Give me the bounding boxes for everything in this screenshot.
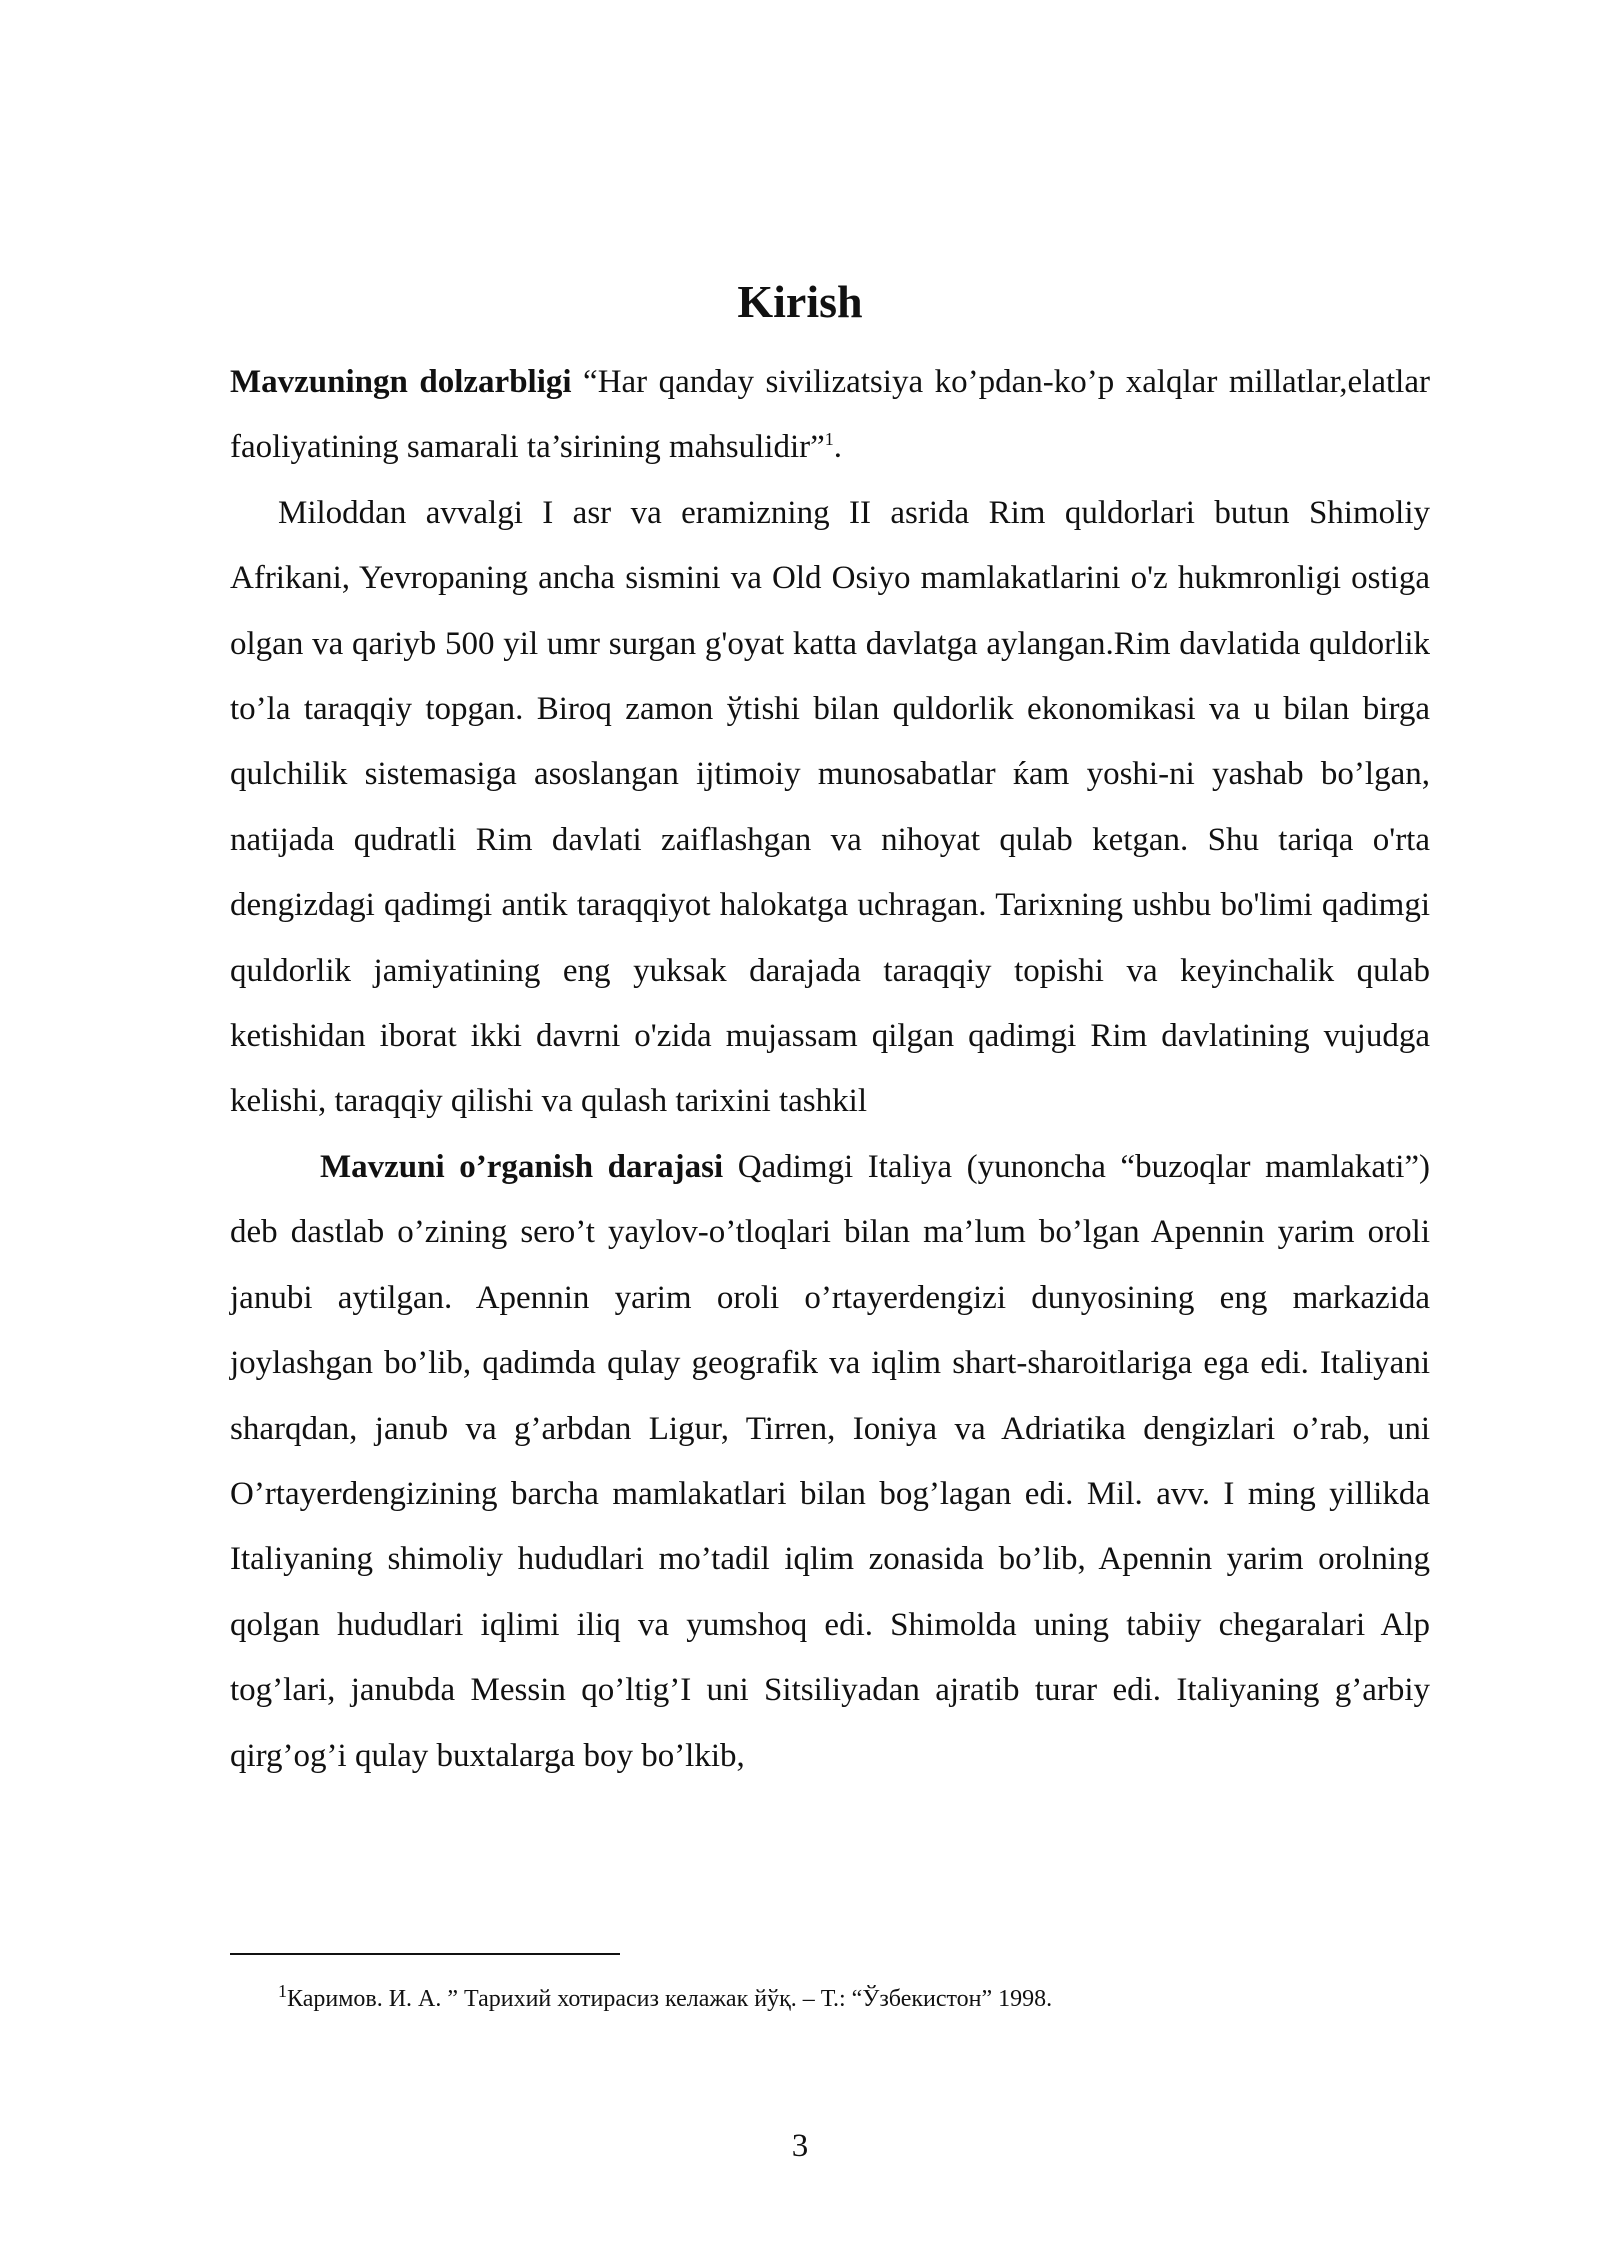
page-number: 3: [791, 2128, 809, 2164]
paragraph-relevance-end: .: [833, 429, 843, 466]
footnote-text: Каримов. И. А. ” Тарихий хотирасиз келажак йўқ. – Т.: “Ўзбекистон” 1998.: [287, 1986, 1053, 2012]
paragraph-relevance-text: “Har qanday sivilizatsiya ko’pdan-ko’p xalqlar millatlar,elatlar faoliyatining samarali ta’sirining mahsulidir”: [230, 364, 1430, 466]
body-text: [230, 350, 1430, 1789]
paragraph-study-level-text: Qadimgi Italiya (yunoncha “buzoqlar mamlakati”) deb dastlab o’zining sero’t yaylov-o’tloqlari bilan ma’lum bo’lgan Apennin yarim oroli janubi aytilgan. Apennin yarim oroli o’rtayerdengizi dunyosining eng markazida joylashgan bo’lib, qadimda qulay geografik va iqlim shart-sharoitlariga ega edi. Italiyani sharqdan, janub va g’arbdan Ligur, Tirren, Ioniya va Adriatika dengizlari o’rab, uni O’rtayerdengizining barcha mamlakatlari bilan bog’lagan edi. Mil. avv. I ming yillikda Italiyaning shimoliy hududlari mo’tadil iqlim zonasida bo’lib, Apennin yarim orolning qolgan hududlari iqlimi iliq va yumshoq edi. Shimolda uning tabiiy chegaralari Alp tog’lari, janubda Messin qo’ltig’I uni Sitsiliyadan ajratib turar edi. Italiyaning g’arbiy qirg’og’i qulay buxtalarga boy bo’lkib,: [230, 1148, 1430, 1774]
paragraph-relevance-lead: Mavzuningn dolzarbligi: [230, 364, 572, 400]
footnote-reference[interactable]: 1: [824, 429, 834, 450]
footnote-separator: [230, 1953, 620, 1955]
footnote: [278, 1982, 1428, 2016]
paragraph-relevance: [230, 350, 1430, 481]
paragraph-study-level-lead: Mavzuni o’rganish darajasi: [320, 1148, 724, 1185]
page-title: Kirish: [737, 276, 863, 327]
footnote-marker: 1: [278, 1981, 287, 2001]
paragraph-history: Miloddan avvalgi I asr va eramizning II asrida Rim quldorlari butun Shimoliy Afrikani, Yevropaning ancha sismini va Old Osiyo mamlakatlarini o'z hukmronligi ostiga olgan va qariyb 500 yil umr surgan g'oyat katta davlatga aylangan.Rim davlatida quldorlik to’la taraqqiy topgan. Biroq zamon ўtishi bilan quldorlik ekonomikasi va u bilan birga qulchilik sistemasiga asoslangan ijtimoiy munosabatlar ќam yoshi-ni yashab bo’lgan, natijada qudratli Rim davlati zaiflashgan va nihoyat qulab ketgan. Shu tariqa o'rta dengizdagi qadimgi antik taraqqiyot halokatga uchragan. Tarixning ushbu bo'limi qadimgi quldorlik jamiyatining eng yuksak darajada taraqqiy topishi va keyinchalik qulab ketishidan iborat ikki davrni o'zida mujassam qilgan qadimgi Rim davlatining vujudga kelishi, taraqqiy qilishi va qulash tarixini tashkil: [230, 494, 1430, 1120]
paragraph-study-level: [230, 1135, 1430, 1789]
